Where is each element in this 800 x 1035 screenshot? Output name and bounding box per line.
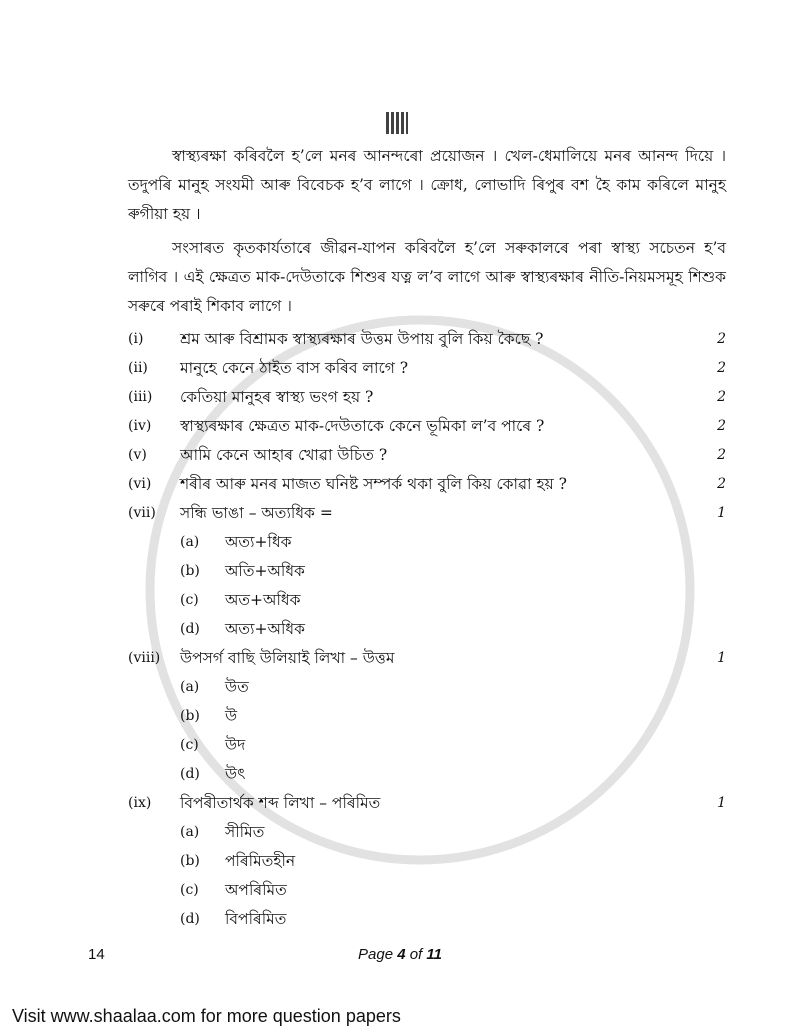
option-label: (d)	[180, 765, 200, 782]
question-number: (iii)	[128, 388, 153, 405]
question-text: শৰীৰ আৰু মনৰ মাজত ঘনিষ্ট সম্পৰ্ক থকা বুলি কিয় কোৱা হয় ?	[180, 474, 567, 493]
page-indicator: Page 4 of 11	[358, 945, 442, 963]
option-item	[128, 907, 726, 931]
option-label: (c)	[180, 736, 199, 753]
option-text: উৎ	[225, 764, 246, 783]
question-marks: 1	[717, 504, 726, 521]
question-marks: 2	[717, 388, 726, 405]
question-number: (v)	[128, 446, 147, 463]
option-text: উত	[225, 677, 249, 696]
option-label: (a)	[180, 823, 200, 840]
question-number: (i)	[128, 330, 144, 347]
option-text: উদ	[225, 735, 246, 754]
question-item	[128, 646, 726, 670]
question-marks: 2	[717, 446, 726, 463]
page-footer	[88, 945, 726, 965]
question-text: বিপৰীতাৰ্থক শব্দ লিখা – পৰিমিত	[180, 793, 381, 812]
question-item	[128, 791, 726, 815]
option-text: অপৰিমিত	[225, 880, 287, 899]
question-item	[128, 472, 726, 496]
option-item	[128, 849, 726, 873]
option-item	[128, 733, 726, 757]
question-item	[128, 443, 726, 467]
question-number: (ii)	[128, 359, 148, 376]
option-text: অত্য+অধিক	[225, 619, 305, 638]
visit-link[interactable]: Visit www.shaalaa.com for more question papers	[12, 1005, 401, 1026]
question-number: (ix)	[128, 794, 152, 811]
question-item	[128, 385, 726, 409]
question-text: স্বাস্থ্যৰক্ষাৰ ক্ষেত্ৰত মাক-দেউতাকে কেনে ভূমিকা ল’ব পাৰে ?	[180, 416, 545, 435]
question-list	[128, 327, 726, 931]
option-item	[128, 820, 726, 844]
qr-code-icon	[386, 112, 408, 134]
option-text: পৰিমিতহীন	[225, 851, 296, 870]
question-text: কেতিয়া মানুহৰ স্বাস্থ্য ভংগ হয় ?	[180, 387, 374, 406]
question-text: আমি কেনে আহাৰ খোৱা উচিত ?	[180, 445, 388, 464]
question-marks: 2	[717, 330, 726, 347]
option-item	[128, 588, 726, 612]
question-text: সন্ধি ভাঙা – অত্যধিক =	[180, 503, 333, 522]
question-text: উপসৰ্গ বাছি উলিয়াই লিখা – উত্তম	[180, 648, 395, 667]
option-label: (d)	[180, 620, 200, 637]
passage-paragraph: স্বাস্থ্যৰক্ষা কৰিবলৈ হ’লে মনৰ আনন্দৰো প্ৰয়োজন । খেল-ধেমালিয়ে মনৰ আনন্দ দিয়ে । তদুপৰি মানুহ সংযমী আৰু বিবেচক হ’ব লাগে । ক্ৰোধ, লোভাদি ৰিপুৰ বশ হৈ কাম কৰিলে মানুহ ৰুগীয়া হয় ।	[128, 147, 726, 223]
question-number: (iv)	[128, 417, 152, 434]
question-marks: 2	[717, 475, 726, 492]
option-label: (c)	[180, 591, 199, 608]
option-item	[128, 530, 726, 554]
question-marks: 1	[717, 794, 726, 811]
question-marks: 1	[717, 649, 726, 666]
option-item	[128, 762, 726, 786]
option-label: (a)	[180, 678, 200, 695]
option-text: অত্য+ধিক	[225, 532, 292, 551]
question-text: শ্ৰম আৰু বিশ্ৰামক স্বাস্থ্যৰক্ষাৰ উত্তম উপায় বুলি কিয় কৈছে ?	[180, 329, 544, 348]
option-text: অত+অধিক	[225, 590, 301, 609]
option-text: উ	[225, 706, 238, 725]
option-item	[128, 675, 726, 699]
passage-paragraph: সংসাৰত কৃতকাৰ্যতাৰে জীৱন-যাপন কৰিবলৈ হ’লে সৰুকালৰে পৰা স্বাস্থ্য সচেতন হ’ব লাগিব । এই ক্ষেত্ৰত মাক-দেউতাকে শিশুৰ যত্ন ল’ব লাগে আৰু স্বাস্থ্যৰক্ষাৰ নীতি-নিয়মসমূহ শিশুক সৰুৰে পৰাই শিকাব লাগে ।	[128, 239, 726, 315]
option-text: সীমিত	[225, 822, 265, 841]
question-text: মানুহে কেনে ঠাইত বাস কৰিব লাগে ?	[180, 358, 409, 377]
option-item	[128, 704, 726, 728]
question-marks: 2	[717, 417, 726, 434]
question-marks: 2	[717, 359, 726, 376]
option-label: (b)	[180, 707, 200, 724]
option-item	[128, 617, 726, 641]
question-number: (viii)	[128, 649, 161, 666]
question-number: (vi)	[128, 475, 152, 492]
question-item	[128, 356, 726, 380]
option-label: (a)	[180, 533, 200, 550]
question-item	[128, 501, 726, 525]
option-label: (d)	[180, 910, 200, 927]
option-item	[128, 559, 726, 583]
option-text: বিপৰিমিত	[225, 909, 287, 928]
option-text: অতি+অধিক	[225, 561, 305, 580]
option-label: (c)	[180, 881, 199, 898]
question-item	[128, 414, 726, 438]
paper-code: 14	[88, 945, 105, 963]
option-label: (b)	[180, 852, 200, 869]
option-item	[128, 878, 726, 902]
question-item	[128, 327, 726, 351]
option-label: (b)	[180, 562, 200, 579]
question-number: (vii)	[128, 504, 156, 521]
